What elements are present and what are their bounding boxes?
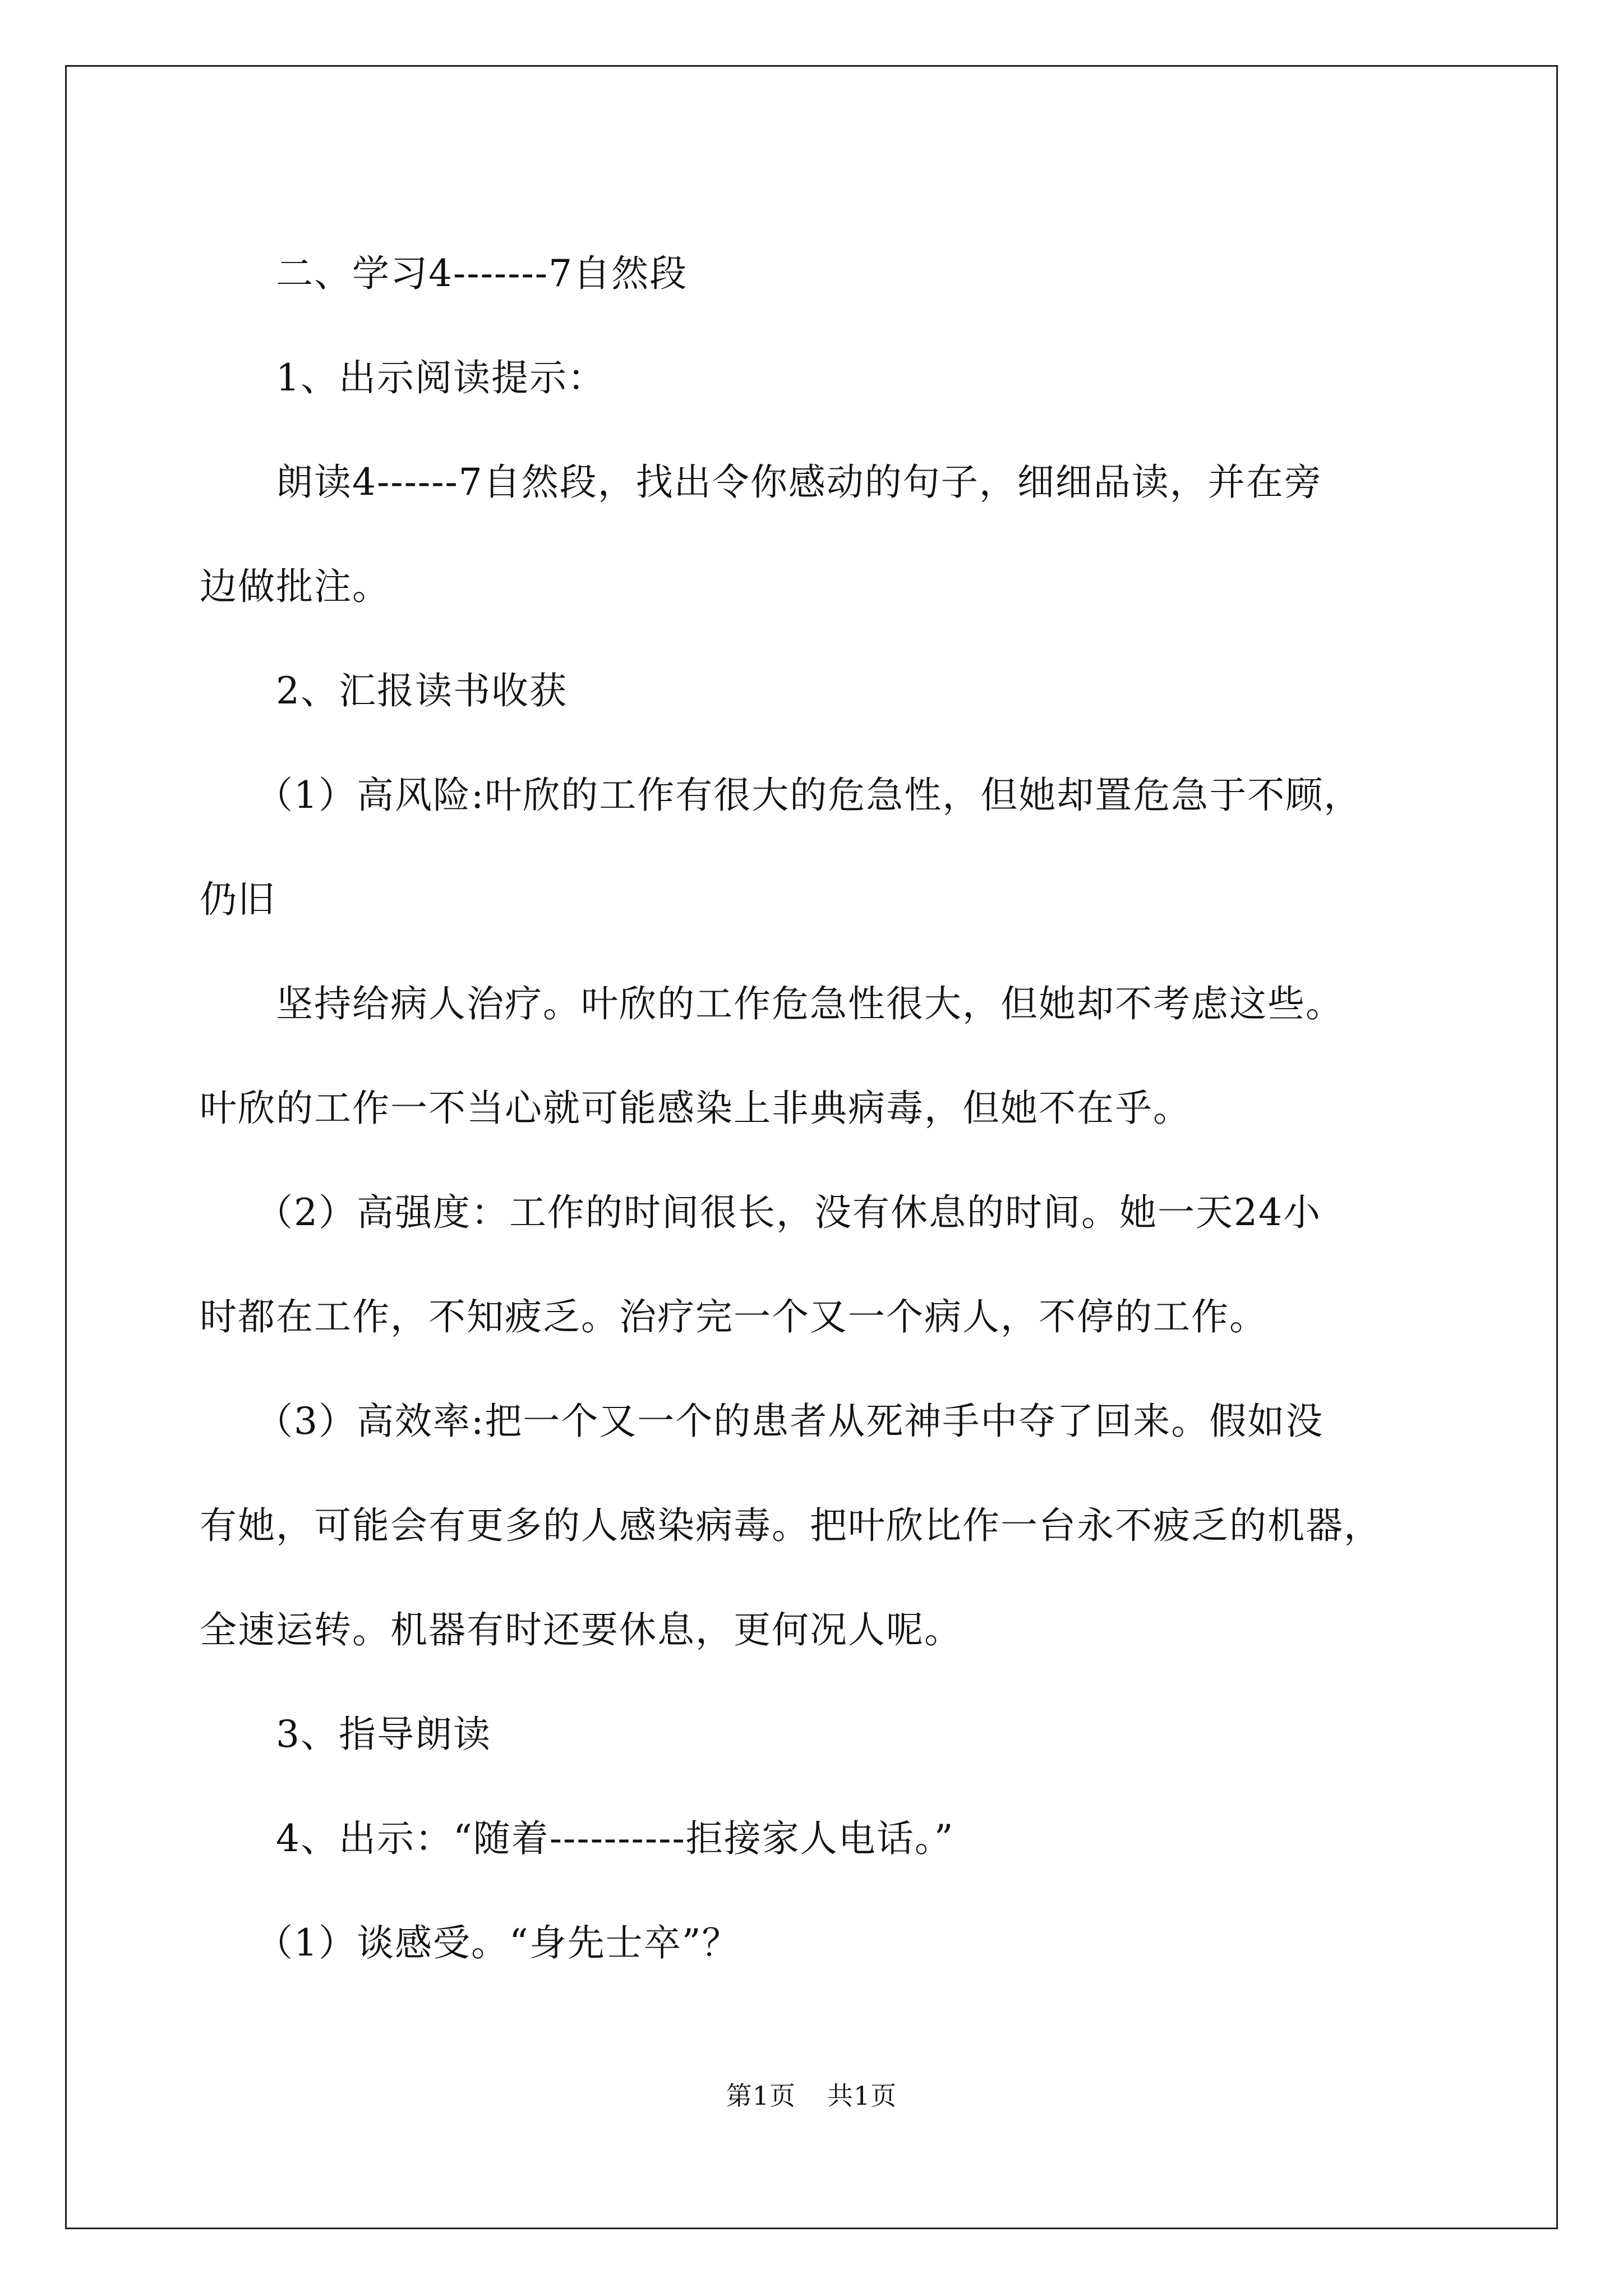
paragraph-discuss-feelings: （1）谈感受。“身先士卒”？ [256, 1921, 740, 1964]
paragraph-guided-reading: 3、指导朗读 [276, 1713, 491, 1756]
paragraph-high-intensity-line-2: 时都在工作，不知疲乏。治疗完一个又一个病人，不停的工作。 [200, 1295, 1267, 1338]
page-footer [0, 2076, 1623, 2113]
paragraph-high-risk-line-2: 仍旧 [200, 878, 276, 921]
document-body [200, 222, 1468, 1995]
paragraph-heading-section-2: 二、学习4-------7自然段 [276, 252, 688, 295]
paragraph-reading-prompt-line-1: 朗读4------7自然段，找出令你感动的句子，细细品读，并在旁 [276, 461, 1322, 504]
paragraph-report-title: 2、汇报读书收获 [276, 669, 568, 712]
paragraph-reading-prompt-line-2: 边做批注。 [200, 565, 390, 608]
paragraph-reading-prompt-title: 1、出示阅读提示： [276, 356, 606, 399]
page-total: 共1页 [827, 2081, 897, 2111]
paragraph-high-risk-line-1: （1）高风险:叶欣的工作有很大的危急性，但她却置危急于不顾， [256, 774, 1362, 817]
paragraph-high-efficiency-line-3: 全速运转。机器有时还要休息，更何况人呢。 [200, 1608, 962, 1651]
paragraph-high-risk-line-3: 坚持给病人治疗。叶欣的工作危急性很大，但她却不考虑这些。 [276, 982, 1344, 1025]
paragraph-high-intensity-line-1: （2）高强度：工作的时间很长，没有休息的时间。她一天24小 [256, 1191, 1321, 1234]
paragraph-high-risk-line-4: 叶欣的工作一不当心就可能感染上非典病毒，但她不在乎。 [200, 1087, 1191, 1130]
paragraph-show-quote: 4、出示：“随着----------拒接家人电话。” [276, 1817, 955, 1860]
paragraph-high-efficiency-line-1: （3）高效率:把一个又一个的患者从死神手中夺了回来。假如没 [256, 1400, 1324, 1443]
paragraph-high-efficiency-line-2: 有她，可能会有更多的人感染病毒。把叶欣比作一台永不疲乏的机器， [200, 1504, 1382, 1547]
page-number: 第1页 [726, 2081, 796, 2111]
